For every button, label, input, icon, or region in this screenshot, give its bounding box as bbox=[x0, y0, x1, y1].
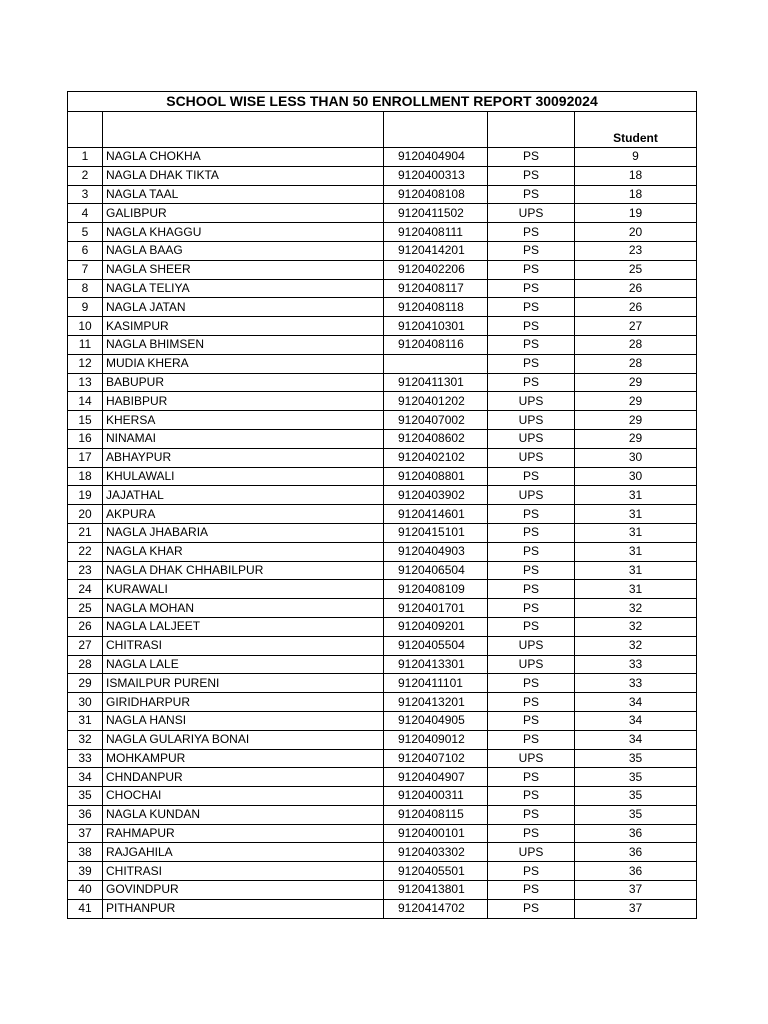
school-code-cell: 9120413201 bbox=[384, 693, 488, 712]
school-code-cell: 9120411301 bbox=[384, 373, 488, 392]
school-name-cell: KASIMPUR bbox=[103, 317, 384, 336]
school-name-cell: JAJATHAL bbox=[103, 486, 384, 505]
school-name-cell: NAGLA HANSI bbox=[103, 711, 384, 730]
school-code-cell: 9120407002 bbox=[384, 411, 488, 430]
school-type-cell: PS bbox=[488, 580, 575, 599]
school-code-cell: 9120408108 bbox=[384, 185, 488, 204]
student-count-cell: 25 bbox=[575, 260, 697, 279]
header-cell-sn bbox=[68, 112, 103, 148]
header-cell-school bbox=[103, 112, 384, 148]
student-count-cell: 34 bbox=[575, 730, 697, 749]
sn-cell: 20 bbox=[68, 505, 103, 524]
sn-cell: 41 bbox=[68, 899, 103, 918]
school-type-cell: UPS bbox=[488, 749, 575, 768]
school-code-cell: 9120408115 bbox=[384, 805, 488, 824]
school-type-cell: PS bbox=[488, 561, 575, 580]
school-name-cell: MOHKAMPUR bbox=[103, 749, 384, 768]
student-count-cell: 33 bbox=[575, 655, 697, 674]
school-name-cell: CHOCHAI bbox=[103, 787, 384, 806]
sn-cell: 38 bbox=[68, 843, 103, 862]
school-type-cell: PS bbox=[488, 148, 575, 167]
school-code-cell: 9120414601 bbox=[384, 505, 488, 524]
sn-cell: 9 bbox=[68, 298, 103, 317]
student-count-cell: 32 bbox=[575, 636, 697, 655]
school-name-cell: RAHMAPUR bbox=[103, 824, 384, 843]
school-code-cell: 9120404907 bbox=[384, 768, 488, 787]
student-count-cell: 34 bbox=[575, 693, 697, 712]
school-name-cell: GIRIDHARPUR bbox=[103, 693, 384, 712]
sn-cell: 11 bbox=[68, 335, 103, 354]
school-code-cell: 9120408118 bbox=[384, 298, 488, 317]
school-name-cell: NAGLA TAAL bbox=[103, 185, 384, 204]
table-row bbox=[68, 881, 697, 900]
school-code-cell: 9120401701 bbox=[384, 599, 488, 618]
student-count-cell: 31 bbox=[575, 580, 697, 599]
school-name-cell: GALIBPUR bbox=[103, 204, 384, 223]
school-name-cell: NAGLA DHAK CHHABILPUR bbox=[103, 561, 384, 580]
sn-cell: 17 bbox=[68, 448, 103, 467]
table-row bbox=[68, 636, 697, 655]
student-count-cell: 28 bbox=[575, 335, 697, 354]
school-code-cell: 9120409012 bbox=[384, 730, 488, 749]
table-row bbox=[68, 429, 697, 448]
student-count-cell: 30 bbox=[575, 448, 697, 467]
table-row bbox=[68, 298, 697, 317]
school-name-cell: KURAWALI bbox=[103, 580, 384, 599]
sn-cell: 21 bbox=[68, 523, 103, 542]
school-type-cell: PS bbox=[488, 373, 575, 392]
school-name-cell: NAGLA SHEER bbox=[103, 260, 384, 279]
school-code-cell: 9120400313 bbox=[384, 166, 488, 185]
sn-cell: 16 bbox=[68, 429, 103, 448]
school-name-cell: NAGLA KUNDAN bbox=[103, 805, 384, 824]
student-count-cell: 18 bbox=[575, 166, 697, 185]
school-name-cell: NAGLA JHABARIA bbox=[103, 523, 384, 542]
table-row bbox=[68, 411, 697, 430]
school-type-cell: PS bbox=[488, 223, 575, 242]
school-code-cell: 9120400101 bbox=[384, 824, 488, 843]
table-row bbox=[68, 335, 697, 354]
school-name-cell: ABHAYPUR bbox=[103, 448, 384, 467]
school-type-cell: UPS bbox=[488, 448, 575, 467]
header-row bbox=[68, 112, 697, 148]
sn-cell: 37 bbox=[68, 824, 103, 843]
school-code-cell: 9120404904 bbox=[384, 148, 488, 167]
school-type-cell: PS bbox=[488, 711, 575, 730]
table-row bbox=[68, 166, 697, 185]
student-count-cell: 35 bbox=[575, 805, 697, 824]
school-type-cell: PS bbox=[488, 617, 575, 636]
table-row bbox=[68, 448, 697, 467]
school-code-cell: 9120404903 bbox=[384, 542, 488, 561]
sn-cell: 33 bbox=[68, 749, 103, 768]
school-name-cell: PITHANPUR bbox=[103, 899, 384, 918]
school-name-cell: RAJGAHILA bbox=[103, 843, 384, 862]
table-row bbox=[68, 805, 697, 824]
school-code-cell: 9120411101 bbox=[384, 674, 488, 693]
school-code-cell bbox=[384, 354, 488, 373]
school-name-cell: BABUPUR bbox=[103, 373, 384, 392]
table-row bbox=[68, 693, 697, 712]
sn-cell: 5 bbox=[68, 223, 103, 242]
school-code-cell: 9120413301 bbox=[384, 655, 488, 674]
school-type-cell: PS bbox=[488, 317, 575, 336]
sn-cell: 8 bbox=[68, 279, 103, 298]
school-code-cell: 9120401202 bbox=[384, 392, 488, 411]
table-row bbox=[68, 505, 697, 524]
sn-cell: 25 bbox=[68, 599, 103, 618]
school-type-cell: PS bbox=[488, 279, 575, 298]
student-count-cell: 32 bbox=[575, 617, 697, 636]
header-cell-type bbox=[488, 112, 575, 148]
school-code-cell: 9120408117 bbox=[384, 279, 488, 298]
header-cell-code bbox=[384, 112, 488, 148]
table-row bbox=[68, 523, 697, 542]
table-row bbox=[68, 768, 697, 787]
student-count-cell: 31 bbox=[575, 542, 697, 561]
school-code-cell: 9120403302 bbox=[384, 843, 488, 862]
student-count-cell: 30 bbox=[575, 467, 697, 486]
sn-cell: 29 bbox=[68, 674, 103, 693]
enrollment-report-table bbox=[67, 91, 697, 919]
school-name-cell: NAGLA GULARIYA BONAI bbox=[103, 730, 384, 749]
table-row bbox=[68, 185, 697, 204]
student-count-cell: 29 bbox=[575, 429, 697, 448]
student-count-cell: 29 bbox=[575, 373, 697, 392]
school-code-cell: 9120408111 bbox=[384, 223, 488, 242]
school-name-cell: KHERSA bbox=[103, 411, 384, 430]
school-code-cell: 9120408109 bbox=[384, 580, 488, 599]
school-type-cell: PS bbox=[488, 881, 575, 900]
school-type-cell: PS bbox=[488, 787, 575, 806]
sn-cell: 1 bbox=[68, 148, 103, 167]
school-name-cell: NAGLA JATAN bbox=[103, 298, 384, 317]
student-count-cell: 28 bbox=[575, 354, 697, 373]
student-count-cell: 32 bbox=[575, 599, 697, 618]
table-row bbox=[68, 674, 697, 693]
student-count-cell: 31 bbox=[575, 505, 697, 524]
school-name-cell: NAGLA KHAGGU bbox=[103, 223, 384, 242]
school-type-cell: PS bbox=[488, 335, 575, 354]
student-count-cell: 35 bbox=[575, 749, 697, 768]
school-code-cell: 9120410301 bbox=[384, 317, 488, 336]
sn-cell: 31 bbox=[68, 711, 103, 730]
school-code-cell: 9120414201 bbox=[384, 241, 488, 260]
table-row bbox=[68, 486, 697, 505]
school-type-cell: PS bbox=[488, 824, 575, 843]
school-type-cell: PS bbox=[488, 467, 575, 486]
school-type-cell: PS bbox=[488, 505, 575, 524]
report-title: SCHOOL WISE LESS THAN 50 ENROLLMENT REPORT 30092024 bbox=[68, 92, 697, 112]
school-code-cell: 9120413801 bbox=[384, 881, 488, 900]
school-type-cell: UPS bbox=[488, 392, 575, 411]
sn-cell: 32 bbox=[68, 730, 103, 749]
report-body bbox=[68, 148, 697, 919]
sn-cell: 12 bbox=[68, 354, 103, 373]
school-code-cell: 9120402102 bbox=[384, 448, 488, 467]
table-row bbox=[68, 749, 697, 768]
student-count-cell: 23 bbox=[575, 241, 697, 260]
sn-cell: 3 bbox=[68, 185, 103, 204]
school-type-cell: UPS bbox=[488, 636, 575, 655]
student-count-cell: 20 bbox=[575, 223, 697, 242]
school-name-cell: HABIBPUR bbox=[103, 392, 384, 411]
school-type-cell: PS bbox=[488, 354, 575, 373]
sn-cell: 14 bbox=[68, 392, 103, 411]
school-type-cell: PS bbox=[488, 730, 575, 749]
sn-cell: 10 bbox=[68, 317, 103, 336]
school-name-cell: NAGLA BAAG bbox=[103, 241, 384, 260]
school-name-cell: CHITRASI bbox=[103, 636, 384, 655]
student-count-cell: 31 bbox=[575, 523, 697, 542]
school-name-cell: ISMAILPUR PURENI bbox=[103, 674, 384, 693]
table-row bbox=[68, 392, 697, 411]
student-count-cell: 37 bbox=[575, 899, 697, 918]
school-type-cell: PS bbox=[488, 805, 575, 824]
sn-cell: 24 bbox=[68, 580, 103, 599]
student-count-cell: 29 bbox=[575, 411, 697, 430]
table-row bbox=[68, 223, 697, 242]
school-name-cell: GOVINDPUR bbox=[103, 881, 384, 900]
table-row bbox=[68, 655, 697, 674]
student-count-cell: 18 bbox=[575, 185, 697, 204]
table-row bbox=[68, 599, 697, 618]
school-type-cell: PS bbox=[488, 260, 575, 279]
school-name-cell: NAGLA MOHAN bbox=[103, 599, 384, 618]
school-name-cell: MUDIA KHERA bbox=[103, 354, 384, 373]
school-type-cell: UPS bbox=[488, 411, 575, 430]
student-count-cell: 36 bbox=[575, 862, 697, 881]
school-type-cell: PS bbox=[488, 599, 575, 618]
table-row bbox=[68, 260, 697, 279]
school-name-cell: NAGLA CHOKHA bbox=[103, 148, 384, 167]
table-row bbox=[68, 542, 697, 561]
school-code-cell: 9120403902 bbox=[384, 486, 488, 505]
table-row bbox=[68, 467, 697, 486]
sn-cell: 30 bbox=[68, 693, 103, 712]
school-type-cell: PS bbox=[488, 693, 575, 712]
table-row bbox=[68, 617, 697, 636]
school-name-cell: AKPURA bbox=[103, 505, 384, 524]
sn-cell: 34 bbox=[68, 768, 103, 787]
table-row bbox=[68, 241, 697, 260]
student-count-cell: 36 bbox=[575, 843, 697, 862]
school-type-cell: PS bbox=[488, 166, 575, 185]
school-code-cell: 9120402206 bbox=[384, 260, 488, 279]
table-row bbox=[68, 317, 697, 336]
student-count-cell: 31 bbox=[575, 561, 697, 580]
table-row bbox=[68, 862, 697, 881]
school-type-cell: PS bbox=[488, 862, 575, 881]
school-code-cell: 9120407102 bbox=[384, 749, 488, 768]
school-code-cell: 9120408801 bbox=[384, 467, 488, 486]
student-count-cell: 36 bbox=[575, 824, 697, 843]
school-code-cell: 9120415101 bbox=[384, 523, 488, 542]
sn-cell: 22 bbox=[68, 542, 103, 561]
sn-cell: 18 bbox=[68, 467, 103, 486]
table-row bbox=[68, 373, 697, 392]
school-code-cell: 9120408116 bbox=[384, 335, 488, 354]
school-name-cell: NAGLA KHAR bbox=[103, 542, 384, 561]
table-row bbox=[68, 730, 697, 749]
sn-cell: 28 bbox=[68, 655, 103, 674]
school-name-cell: CHNDANPUR bbox=[103, 768, 384, 787]
school-code-cell: 9120409201 bbox=[384, 617, 488, 636]
table-row bbox=[68, 711, 697, 730]
school-type-cell: PS bbox=[488, 542, 575, 561]
school-name-cell: NAGLA LALE bbox=[103, 655, 384, 674]
table-row bbox=[68, 899, 697, 918]
sn-cell: 6 bbox=[68, 241, 103, 260]
school-code-cell: 9120414702 bbox=[384, 899, 488, 918]
school-type-cell: PS bbox=[488, 674, 575, 693]
school-type-cell: PS bbox=[488, 185, 575, 204]
student-count-cell: 35 bbox=[575, 787, 697, 806]
school-name-cell: NAGLA LALJEET bbox=[103, 617, 384, 636]
school-name-cell: NAGLA DHAK TIKTA bbox=[103, 166, 384, 185]
sn-cell: 35 bbox=[68, 787, 103, 806]
student-count-cell: 35 bbox=[575, 768, 697, 787]
sn-cell: 39 bbox=[68, 862, 103, 881]
sn-cell: 19 bbox=[68, 486, 103, 505]
school-code-cell: 9120406504 bbox=[384, 561, 488, 580]
table-row bbox=[68, 354, 697, 373]
school-name-cell: KHULAWALI bbox=[103, 467, 384, 486]
school-name-cell: NINAMAI bbox=[103, 429, 384, 448]
school-type-cell: PS bbox=[488, 899, 575, 918]
sn-cell: 2 bbox=[68, 166, 103, 185]
student-count-cell: 33 bbox=[575, 674, 697, 693]
student-count-cell: 31 bbox=[575, 486, 697, 505]
school-name-cell: NAGLA TELIYA bbox=[103, 279, 384, 298]
student-count-cell: 29 bbox=[575, 392, 697, 411]
table-row bbox=[68, 843, 697, 862]
sn-cell: 7 bbox=[68, 260, 103, 279]
school-type-cell: UPS bbox=[488, 655, 575, 674]
school-code-cell: 9120404905 bbox=[384, 711, 488, 730]
school-code-cell: 9120405504 bbox=[384, 636, 488, 655]
sn-cell: 15 bbox=[68, 411, 103, 430]
school-name-cell: NAGLA BHIMSEN bbox=[103, 335, 384, 354]
table-row bbox=[68, 148, 697, 167]
sn-cell: 23 bbox=[68, 561, 103, 580]
sn-cell: 26 bbox=[68, 617, 103, 636]
sn-cell: 4 bbox=[68, 204, 103, 223]
school-type-cell: UPS bbox=[488, 204, 575, 223]
school-code-cell: 9120408602 bbox=[384, 429, 488, 448]
sn-cell: 13 bbox=[68, 373, 103, 392]
school-type-cell: PS bbox=[488, 298, 575, 317]
table-row bbox=[68, 279, 697, 298]
school-type-cell: UPS bbox=[488, 843, 575, 862]
table-row bbox=[68, 204, 697, 223]
table-row bbox=[68, 580, 697, 599]
header-cell-student: Student bbox=[575, 112, 697, 148]
sn-cell: 40 bbox=[68, 881, 103, 900]
student-count-cell: 19 bbox=[575, 204, 697, 223]
table-row bbox=[68, 787, 697, 806]
student-count-cell: 37 bbox=[575, 881, 697, 900]
school-code-cell: 9120400311 bbox=[384, 787, 488, 806]
table-row bbox=[68, 561, 697, 580]
student-count-cell: 26 bbox=[575, 279, 697, 298]
student-count-cell: 34 bbox=[575, 711, 697, 730]
table-row bbox=[68, 824, 697, 843]
school-type-cell: PS bbox=[488, 241, 575, 260]
sn-cell: 36 bbox=[68, 805, 103, 824]
sn-cell: 27 bbox=[68, 636, 103, 655]
school-code-cell: 9120411502 bbox=[384, 204, 488, 223]
student-count-cell: 26 bbox=[575, 298, 697, 317]
school-type-cell: UPS bbox=[488, 429, 575, 448]
student-count-cell: 27 bbox=[575, 317, 697, 336]
school-type-cell: UPS bbox=[488, 486, 575, 505]
school-code-cell: 9120405501 bbox=[384, 862, 488, 881]
school-type-cell: PS bbox=[488, 523, 575, 542]
school-type-cell: PS bbox=[488, 768, 575, 787]
student-count-cell: 9 bbox=[575, 148, 697, 167]
school-name-cell: CHITRASI bbox=[103, 862, 384, 881]
title-row bbox=[68, 92, 697, 112]
